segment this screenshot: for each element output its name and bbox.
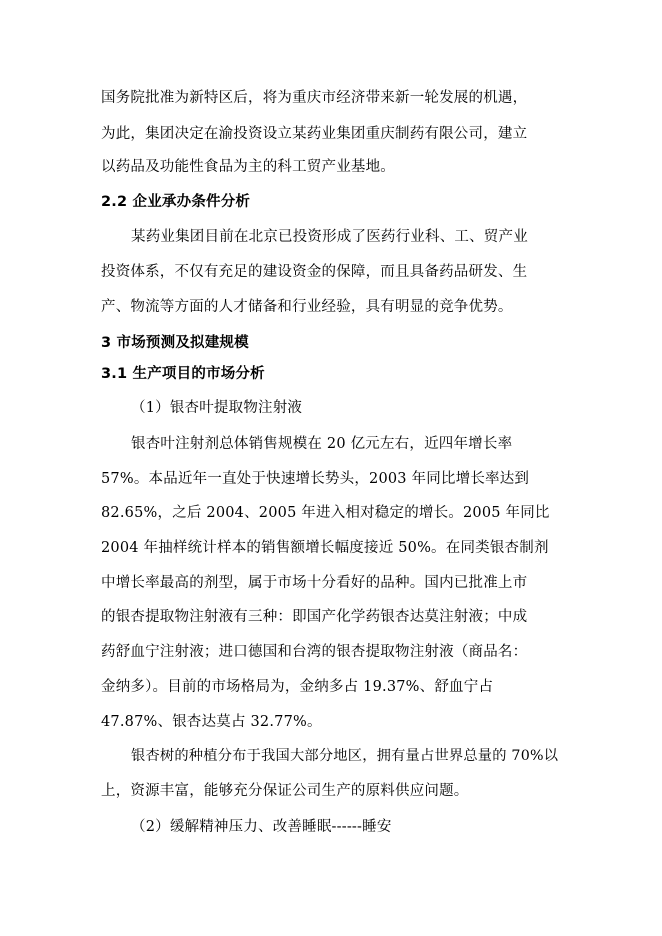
body-text-line: 投资体系，不仅有充足的建设资金的保障，而且具备药品研发、生: [101, 264, 528, 280]
body-text-line: 为此，集团决定在渝投资设立某药业集团重庆制药有限公司，建立: [101, 126, 528, 142]
section-heading-3-1: 3.1 生产项目的市场分析: [101, 366, 265, 382]
section-heading-3: 3 市场预测及拟建规模: [101, 335, 249, 351]
body-text-line: 产、物流等方面的人才储备和行业经验，具有明显的竞争优势。: [101, 299, 513, 315]
subsection-title: （2）缓解精神压力、改善睡眠------睡安: [131, 819, 392, 835]
body-text-line: 47.87%、银杏达莫占 32.77%。: [101, 714, 322, 730]
body-text-line: 药舒血宁注射液；进口德国和台湾的银杏提取物注射液（商品名：: [101, 644, 528, 660]
body-text-line: 以药品及功能性食品为主的科工贸产业基地。: [101, 159, 395, 175]
body-text-line: 银杏叶注射剂总体销售规模在 20 亿元左右，近四年增长率: [131, 436, 513, 452]
body-text-line: 2004 年抽样统计样本的销售额增长幅度接近 50%。在同类银杏制剂: [101, 540, 549, 556]
section-heading-2-2: 2.2 企业承办条件分析: [101, 194, 251, 210]
body-text-line: 57%。本品近年一直处于快速增长势头，2003 年同比增长率达到: [101, 471, 530, 487]
body-text-line: 上，资源丰富，能够充分保证公司生产的原料供应问题。: [101, 783, 469, 799]
body-text-line: 金纳多）。目前的市场格局为，金纳多占 19.37%、舒血宁占: [101, 679, 494, 695]
body-text-line: 82.65%，之后 2004、2005 年进入相对稳定的增长。2005 年同比: [101, 505, 550, 521]
body-text-line: 某药业集团目前在北京已投资形成了医药行业科、工、贸产业: [131, 229, 528, 245]
body-text-line: 的银杏提取物注射液有三种：即国产化学药银杏达莫注射液；中成: [101, 609, 528, 625]
body-text-line: 中增长率最高的剂型，属于市场十分看好的品种。国内已批准上市: [101, 575, 528, 591]
body-text-line: 国务院批准为新特区后，将为重庆市经济带来新一轮发展的机遇，: [101, 90, 528, 106]
subsection-title: （1）银杏叶提取物注射液: [131, 400, 303, 416]
body-text-line: 银杏树的种植分布于我国大部分地区，拥有量占世界总量的 70%以: [131, 748, 559, 764]
